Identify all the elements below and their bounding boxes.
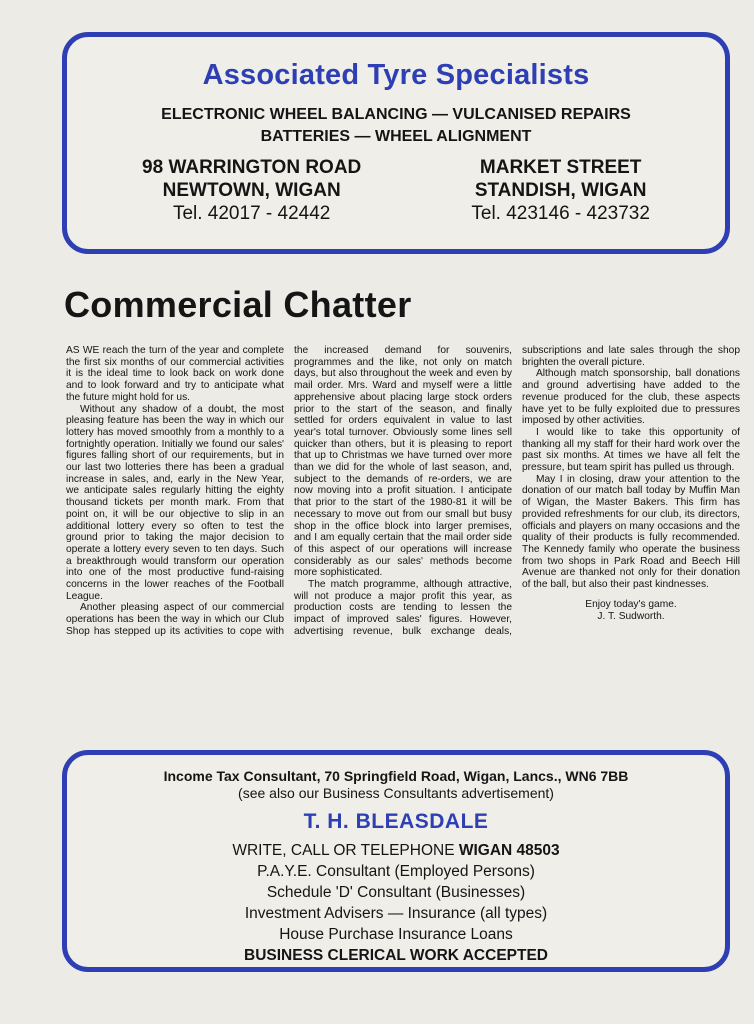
advert-name: T. H. BLEASDALE <box>303 810 489 833</box>
address-line: NEWTOWN, WIGAN <box>162 180 341 201</box>
article-paragraph: The match programme, although attractive, will not produce a major profit this year, as production costs are tending to lessen the impact of improved sales' figures. However, advertising revenue, bulk exchange deals, subscriptions and late sales through the shop brighten the overall picture. <box>294 345 740 637</box>
advert-header: Income Tax Consultant, 70 Springfield Road, Wigan, Lancs., WN6 7BB <box>163 768 629 784</box>
contact-prefix: WRITE, CALL OR TELEPHONE <box>232 842 459 859</box>
article-paragraph: I would like to take this opportunity of thanking all my staff for their hard work over the past six months. At times we have all felt the pressure, but team spirit has pulled us through. <box>522 426 740 474</box>
advert-footer: BUSINESS CLERICAL WORK ACCEPTED <box>244 947 548 964</box>
services-line-1: ELECTRONIC WHEEL BALANCING — VULCANISED REPAIRS <box>161 106 631 123</box>
services-line-2: BATTERIES — WHEEL ALIGNMENT <box>260 128 532 145</box>
telephone: Tel. 42017 - 42442 <box>172 203 331 224</box>
service-line: Schedule 'D' Consultant (Businesses) <box>266 884 526 901</box>
service-line: P.A.Y.E. Consultant (Employed Persons) <box>257 863 535 880</box>
contact-line <box>67 840 725 861</box>
address-line: STANDISH, WIGAN <box>474 180 647 201</box>
advert-title: Associated Tyre Specialists <box>202 59 590 91</box>
telephone: Tel. 423146 - 423732 <box>471 203 650 224</box>
article-body <box>66 345 740 725</box>
article-paragraph: Without any shadow of a doubt, the most pleasing feature has been the way in which our lottery has moved smoothly from a monthly to a fortnightly operation. Initially we found our sales' figures falling short of our requirements, but in our last two lotteries there has been a gradual increase in sales, and, early in the New Year, we anticipate sales regularly hitting the eighty thousand tickets per month mark. From that point on, it will be our objective to slip in an additional lottery every so often to test the ground prior to taking the major decision to operate a lottery every seven to ten days. Such a breakthrough would transform our operation into one of the most productive fund-raising concerns in the lower reaches of the Football League. <box>66 403 284 602</box>
service-line: Investment Advisers — Insurance (all types) <box>244 905 548 922</box>
newtown-address <box>142 156 361 225</box>
address-row <box>67 156 725 225</box>
article-headline: Commercial Chatter <box>64 284 412 325</box>
service-line: House Purchase Insurance Loans <box>279 926 513 943</box>
contact-number: WIGAN 48503 <box>458 842 560 859</box>
advert-subheader: (see also our Business Consultants advertisement) <box>238 785 554 801</box>
bleasdale-advert <box>62 750 730 972</box>
standish-address <box>471 156 650 225</box>
services-list <box>67 104 725 148</box>
signoff-greeting: Enjoy today's game. <box>585 598 677 610</box>
address-line: 98 WARRINGTON ROAD <box>142 157 362 178</box>
article-signoff <box>522 599 740 623</box>
article-paragraph: Another pleasing aspect of our commercial operations has been the way in which our Club Shop has stepped up its activities to cope with the increased demand for souvenirs, programmes and the like, not only on match days, but also throughout the week and even by mail order. Mrs. Ward and myself were a little apprehensive about placing large stock orders prior to the start of the season, and finally settled for orders equivalent in value to last year's total turnover. Obviously some lines sell quicker than others, but it is pleasing to report that up to Christmas we have turned over more than we did for the whole of last season, and, subject to the demands of re-orders, we are now moving into a profit situation. I anticipate that prior to the start of the 1980-81 it will be necessary to move out from our small but busy shop in the office block into larger premises, and I am equally certain that the mail order side of this aspect of our operations will increase considerably as our sales' methods become more sophisticated. <box>66 345 512 637</box>
signoff-author: J. T. Sudworth. <box>597 610 665 622</box>
address-line: MARKET STREET <box>479 157 642 178</box>
article-paragraph: AS WE reach the turn of the year and complete the first six months of our commercial activities it is the ideal time to look back on work done and to look forward and try to anticipate what the future might hold for us. <box>66 345 284 403</box>
article-paragraph: May I in closing, draw your attention to the donation of our match ball today by Muffin Man of Wigan, the Master Bakers. This firm has provided refreshments for our club, its directors, officials and players on many occasions and the quality of their products is fully recommended. The Kennedy family who operate the business from two shops in Park Road and Beech Hill Avenue are thanked not only for their donation of the ball, but also their past kindnesses. <box>522 473 740 591</box>
tyre-specialists-advert <box>62 32 730 254</box>
article-paragraph: Although match sponsorship, ball donations and ground advertising have added to the revenue produced for the club, these aspects have yet to be fully exploited due to pressures imposed by other activities. <box>522 368 740 427</box>
